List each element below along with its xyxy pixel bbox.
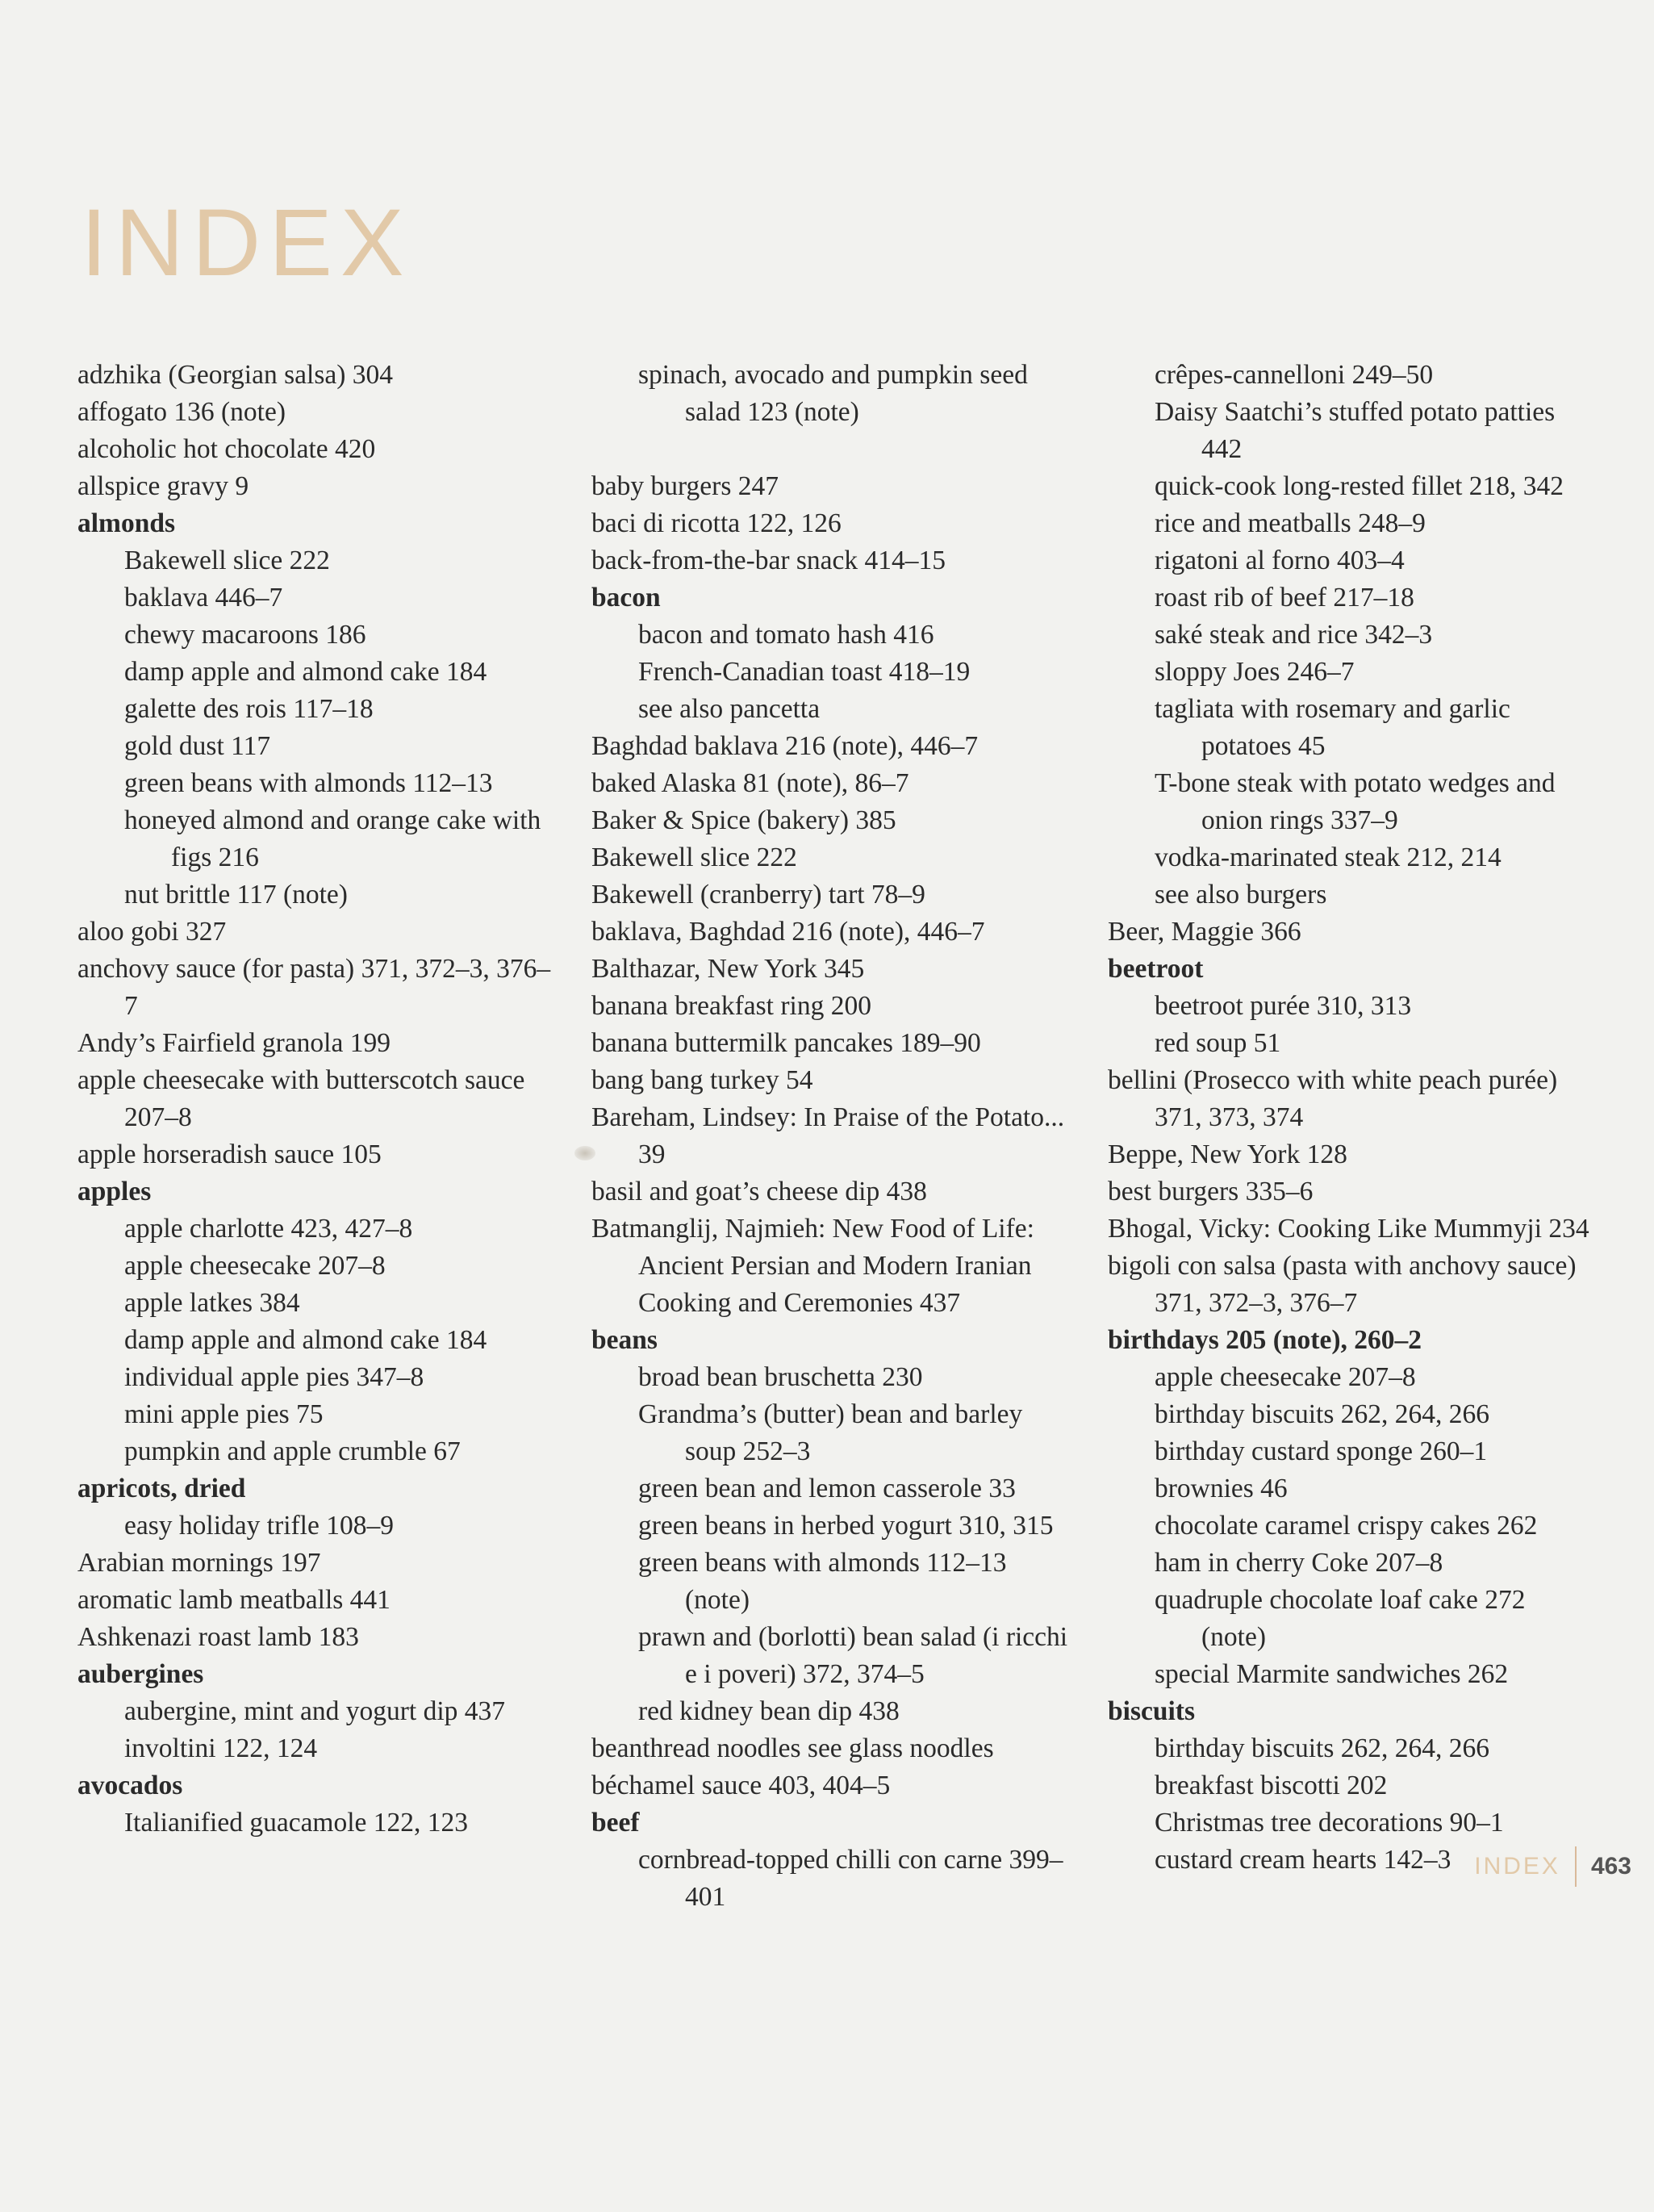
index-subentry: baklava 446–7 (124, 583, 283, 613)
page-footer (1474, 1846, 1631, 1887)
index-subentry: green beans in herbed yogurt 310, 315 (638, 1511, 1054, 1541)
index-entry: Bakewell (cranberry) tart 78–9 (591, 880, 925, 909)
index-entry: Arabian mornings 197 (77, 1548, 321, 1578)
index-entry: Baker & Spice (bakery) 385 (591, 805, 896, 835)
index-subentry: breakfast biscotti 202 (1155, 1771, 1388, 1800)
index-entry: alcoholic hot chocolate 420 (77, 434, 376, 464)
index-entry: baked Alaska 81 (note), 86–7 (591, 768, 909, 798)
index-subentry: ham in cherry Coke 207–8 (1155, 1548, 1443, 1578)
index-subentry: galette des rois 117–18 (124, 694, 374, 724)
index-subentry: gold dust 117 (124, 731, 271, 761)
index-entry: bellini (Prosecco with white peach purée) 371, 373, 374 (1108, 1065, 1558, 1132)
footer-divider (1575, 1846, 1577, 1887)
index-subentry: Grandma’s (butter) bean and barley soup 252–3 (638, 1399, 1023, 1466)
index-subentry: tagliata with rosemary and garlic potatoes 45 (1155, 694, 1510, 761)
index-subentry: red soup 51 (1155, 1028, 1281, 1058)
index-column-1 (77, 357, 562, 1842)
index-column-3 (1108, 357, 1592, 1879)
index-heading: beef (591, 1808, 640, 1838)
index-subentry: apple cheesecake 207–8 (124, 1251, 386, 1281)
index-entry: aloo gobi 327 (77, 917, 227, 947)
index-subentry: damp apple and almond cake 184 (124, 1325, 487, 1355)
index-subentry: special Marmite sandwiches 262 (1155, 1659, 1509, 1689)
index-subentry: involtini 122, 124 (124, 1733, 318, 1763)
index-subentry: custard cream hearts 142–3 (1155, 1845, 1451, 1875)
index-subentry: sloppy Joes 246–7 (1155, 657, 1355, 687)
index-entry: baby burgers 247 (591, 471, 779, 501)
index-subentry: birthday custard sponge 260–1 (1155, 1436, 1488, 1466)
index-subentry: see also pancetta (638, 694, 821, 724)
index-subentry: roast rib of beef 217–18 (1155, 583, 1414, 613)
index-subentry: Christmas tree decorations 90–1 (1155, 1808, 1504, 1838)
index-subentry: Daisy Saatchi’s stuffed potato patties 442 (1155, 397, 1556, 464)
index-subentry: French-Canadian toast 418–19 (638, 657, 971, 687)
index-entry: allspice gravy 9 (77, 471, 249, 501)
index-heading: aubergines (77, 1659, 204, 1689)
index-entry: Bhogal, Vicky: Cooking Like Mummyji 234 (1108, 1214, 1589, 1244)
index-heading: beans (591, 1325, 658, 1355)
index-subentry: apple latkes 384 (124, 1288, 300, 1318)
index-subentry: red kidney bean dip 438 (638, 1696, 900, 1726)
index-subentry: apple cheesecake 207–8 (1155, 1362, 1416, 1392)
index-heading: beetroot (1108, 954, 1204, 984)
index-subentry: quick-cook long-rested fillet 218, 342 (1155, 471, 1564, 501)
index-entry: aromatic lamb meatballs 441 (77, 1585, 391, 1615)
index-entry: adzhika (Georgian salsa) 304 (77, 360, 394, 390)
index-subentry: rice and meatballs 248–9 (1155, 508, 1426, 538)
index-entry: banana breakfast ring 200 (591, 991, 871, 1021)
index-subentry: crêpes-cannelloni 249–50 (1155, 360, 1434, 390)
index-subentry: green beans with almonds 112–13 (124, 768, 493, 798)
index-subentry: birthday biscuits 262, 264, 266 (1155, 1399, 1490, 1429)
index-subentry: green beans with almonds 112–13 (note) (638, 1548, 1007, 1615)
index-subentry: beetroot purée 310, 313 (1155, 991, 1412, 1021)
index-subentry: chewy macaroons 186 (124, 620, 366, 650)
footer-section-label: INDEX (1474, 1853, 1560, 1880)
index-heading: biscuits (1108, 1696, 1195, 1726)
index-entry: apple cheesecake with butterscotch sauce 207–8 (77, 1065, 525, 1132)
index-subentry: individual apple pies 347–8 (124, 1362, 424, 1392)
index-subentry: honeyed almond and orange cake with figs 216 (124, 805, 541, 872)
index-subentry: mini apple pies 75 (124, 1399, 324, 1429)
index-subentry: broad bean bruschetta 230 (638, 1362, 923, 1392)
index-subentry: green bean and lemon casserole 33 (638, 1474, 1016, 1503)
index-subentry: spinach, avocado and pumpkin seed salad 123 (note) (638, 360, 1028, 427)
index-entry: Bareham, Lindsey: In Praise of the Potato... 39 (591, 1102, 1065, 1169)
index-subentry: saké steak and rice 342–3 (1155, 620, 1433, 650)
page-smudge (574, 1146, 595, 1160)
index-subentry: quadruple chocolate loaf cake 272 (note) (1155, 1585, 1526, 1652)
index-subentry: nut brittle 117 (note) (124, 880, 348, 909)
index-column-2 (591, 357, 1076, 1916)
index-heading: avocados (77, 1771, 183, 1800)
index-subentry: damp apple and almond cake 184 (124, 657, 487, 687)
page-title: INDEX (81, 190, 412, 296)
index-entry: basil and goat’s cheese dip 438 (591, 1177, 927, 1206)
index-heading: bacon (591, 583, 661, 613)
index-entry: Bakewell slice 222 (591, 843, 797, 872)
index-subentry: easy holiday trifle 108–9 (124, 1511, 394, 1541)
index-heading: apples (77, 1177, 152, 1206)
index-entry: affogato 136 (note) (77, 397, 286, 427)
index-heading: birthdays 205 (note), 260–2 (1108, 1325, 1422, 1355)
index-entry: apple horseradish sauce 105 (77, 1139, 382, 1169)
index-subentry: aubergine, mint and yogurt dip 437 (124, 1696, 506, 1726)
index-heading: almonds (77, 508, 176, 538)
index-entry: beanthread noodles see glass noodles (591, 1733, 994, 1763)
index-entry: Baghdad baklava 216 (note), 446–7 (591, 731, 979, 761)
index-entry: Beppe, New York 128 (1108, 1139, 1347, 1169)
index-subentry: bacon and tomato hash 416 (638, 620, 934, 650)
index-entry: baklava, Baghdad 216 (note), 446–7 (591, 917, 985, 947)
index-entry: Batmanglij, Najmieh: New Food of Life: Ancient Persian and Modern Iranian Cooking and Ceremonies 437 (591, 1214, 1034, 1318)
index-subentry: Bakewell slice 222 (124, 546, 330, 575)
index-entry: best burgers 335–6 (1108, 1177, 1314, 1206)
index-entry: Ashkenazi roast lamb 183 (77, 1622, 359, 1652)
index-subentry: T-bone steak with potato wedges and onion rings 337–9 (1155, 768, 1556, 835)
index-entry: Beer, Maggie 366 (1108, 917, 1301, 947)
index-subentry: prawn and (borlotti) bean salad (i ricchi e i poveri) 372, 374–5 (638, 1622, 1068, 1689)
index-subentry: Italianified guacamole 122, 123 (124, 1808, 469, 1838)
page-number: 463 (1590, 1853, 1631, 1880)
index-subentry: vodka-marinated steak 212, 214 (1155, 843, 1502, 872)
index-entry: bang bang turkey 54 (591, 1065, 813, 1095)
index-subentry: pumpkin and apple crumble 67 (124, 1436, 461, 1466)
index-entry: Balthazar, New York 345 (591, 954, 865, 984)
index-entry: bigoli con salsa (pasta with anchovy sauce) 371, 372–3, 376–7 (1108, 1251, 1577, 1318)
index-subentry: cornbread-topped chilli con carne 399–401 (638, 1845, 1063, 1912)
index-subentry: birthday biscuits 262, 264, 266 (1155, 1733, 1490, 1763)
index-entry: banana buttermilk pancakes 189–90 (591, 1028, 981, 1058)
index-entry: Andy’s Fairfield granola 199 (77, 1028, 391, 1058)
index-subentry: brownies 46 (1155, 1474, 1288, 1503)
index-heading: apricots, dried (77, 1474, 246, 1503)
index-entry: anchovy sauce (for pasta) 371, 372–3, 376–7 (77, 954, 551, 1021)
index-subentry: apple charlotte 423, 427–8 (124, 1214, 413, 1244)
index-entry: baci di ricotta 122, 126 (591, 508, 842, 538)
index-subentry: chocolate caramel crispy cakes 262 (1155, 1511, 1538, 1541)
index-subentry: see also burgers (1155, 880, 1327, 909)
index-subentry: rigatoni al forno 403–4 (1155, 546, 1405, 575)
index-entry: béchamel sauce 403, 404–5 (591, 1771, 891, 1800)
index-entry: back-from-the-bar snack 414–15 (591, 546, 946, 575)
